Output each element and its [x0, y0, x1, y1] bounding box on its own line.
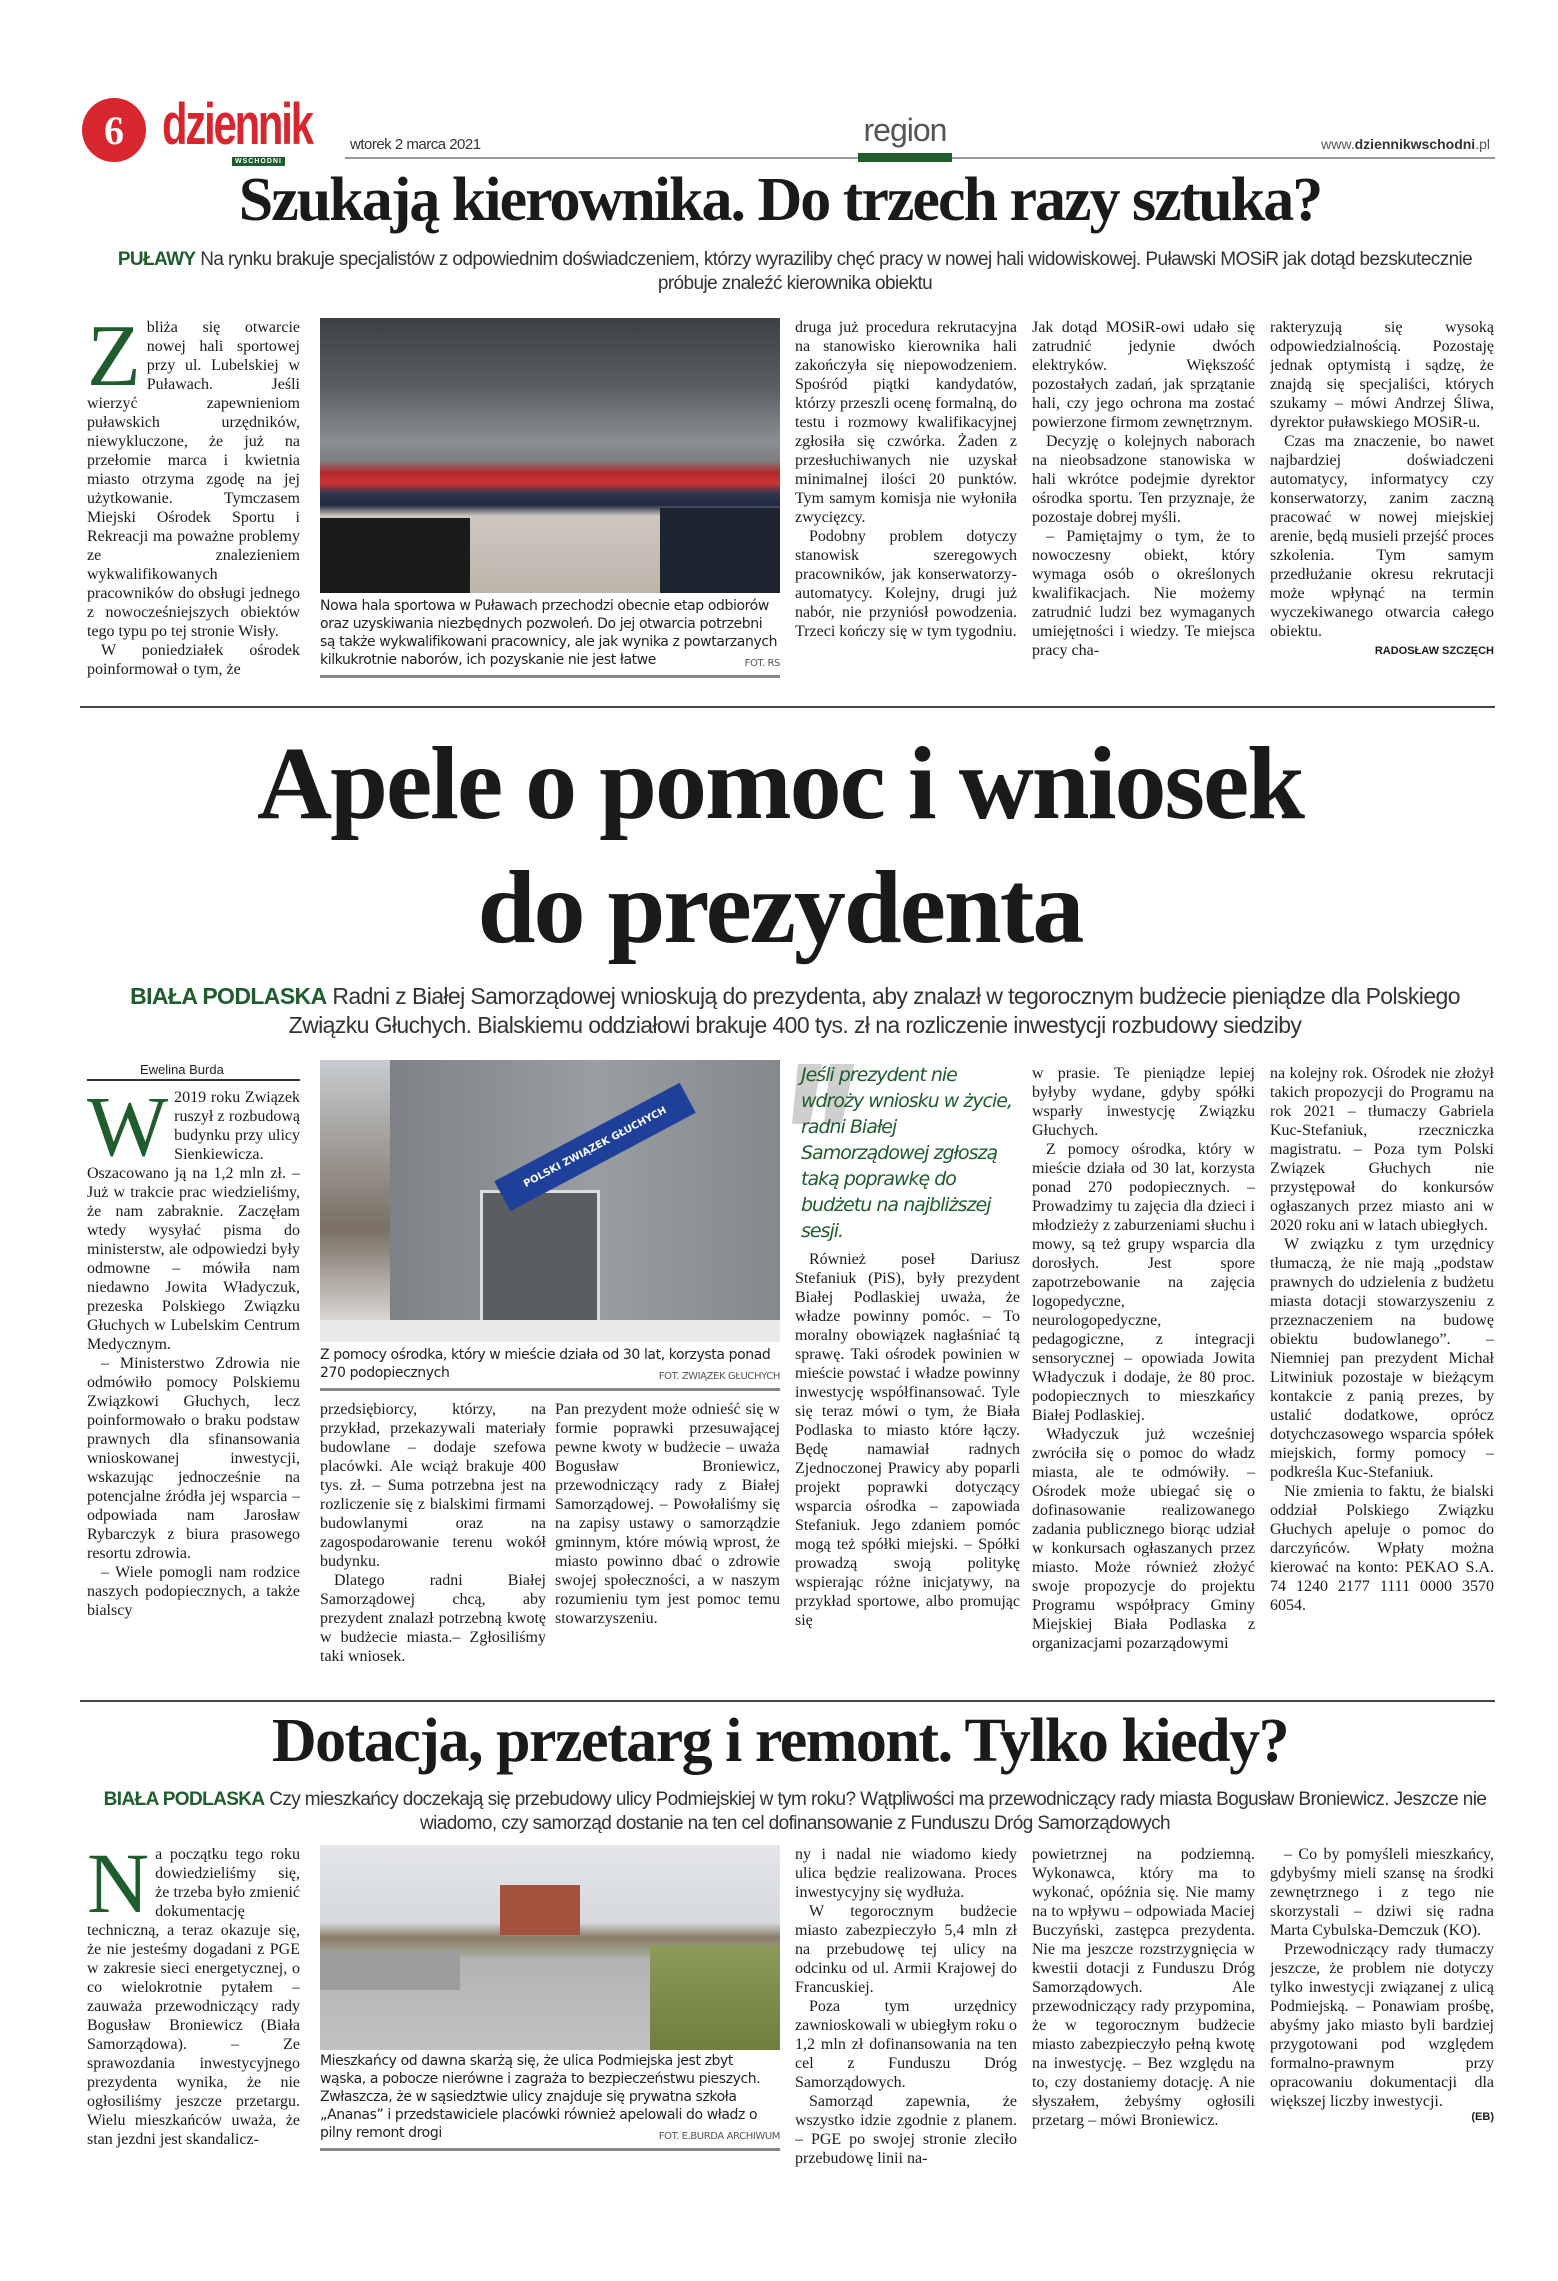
paragraphs: [1032, 318, 1255, 660]
paragraph: – Ministerstwo Zdrowia nie odmówiło pomocy Polskiemu Związkowi Głuchych, lecz poinformowało o braku podstaw prawnych dla sfinansowania wnioskowanej inwestycji, wskazując jednocześnie na potencjalne źródła jej wsparcia – odpowiada nam Jarosław Rybarczyk z biura prasowego resortu zdrowia.: [87, 1355, 300, 1562]
article2-lead-text: Radni z Białej Samorządowej wnioskują do prezydenta, aby znalazł w tegorocznym budżecie pieniądze dla Polskiego Związku Głuchych. Bialskiemu oddziałowi brakuje 400 tys. zł na rozliczenie inwestycji rozbudowy siedziby: [288, 983, 1460, 1038]
article1-column-4: [1270, 318, 1494, 703]
article3-lead-text: Czy mieszkańcy doczekają się przebudowy ulicy Podmiejskiej w tym roku? Wątpliwości ma przewodniczący rady miasta Bogusław Broniewicz. Jeszcze nie wiadomo, czy samorząd dostanie na ten cel dofinansowanie z Funduszu Dróg Samorządowych: [269, 1789, 1487, 1834]
photo-credit: FOT. E.BURDA ARCHIWUM: [658, 2131, 780, 2142]
newspaper-logo-sub: WSCHODNI: [232, 157, 285, 166]
paragraph: Czas ma znaczenie, bo nawet najbardziej doświadczeni automatycy, informatycy czy konserwatorzy, zanim zaczną pracować w nowej miejskiej arenie, będą musieli przejść proces szkolenia. Tym samym przedłużanie okresu rekrutacji może wpłynąć na termin wyczekiwanego otwarcia całego obiektu.: [1270, 433, 1494, 640]
paragraphs: [1270, 1064, 1494, 1615]
paragraphs: [1270, 1845, 1494, 2111]
paragraph: rakteryzują się wysoką odpowiedzialnością. Pozostaję jednak optymistą i sądzę, że znajdą się specjaliści, których szukamy – mówi Andrzej Śliwa, dyrektor puławskiego MOSiR-u.: [1270, 319, 1494, 431]
article3-column-4: [1270, 1845, 1494, 2175]
paragraph: ny i nadal nie wiadomo kiedy ulica będzie realizowana. Proces inwestycyjny się wydłuża.: [795, 1846, 1017, 1901]
paragraph: Przewodniczący rady tłumaczy jeszcze, że problem nie dotyczy tylko inwestycji związanej z ulicą Podmiejską. – Ponawiam prośbę, abyśmy jako miasto byli bardziej przygotowani pod względem formalno-prawnym przy opracowaniu dokumentacji dla większej liczby inwestycji.: [1270, 1941, 1494, 2110]
article2-column-1: [87, 1088, 300, 1693]
photo-snow: [320, 1320, 780, 1342]
article2-lead: [95, 982, 1495, 1040]
photo-grass: [650, 1945, 780, 2050]
paragraph: na kolejny rok. Ośrodek nie złożył takich propozycji do Programu na rok 2021 – tłumaczy Gabriela Kuc-Stefaniuk, rzeczniczka magistratu. – Poza tym Polski Związek Głuchych nie przystępował do konkursów ogłaszanych przez miasto ani w 2020 roku ani w latach ubiegłych.: [1270, 1065, 1494, 1234]
headline-line-2: do prezydenta: [477, 850, 1083, 965]
paragraph: w prasie. Te pieniądze lepiej byłyby wydane, gdyby spółki wsparły inwestycję Związku Głuchych.: [1032, 1065, 1255, 1139]
paragraph: – Wiele pomogli nam rodzice naszych podopiecznych, a także bialscy: [87, 1564, 300, 1619]
photo-house: [500, 1885, 580, 1935]
article1-lead: [95, 248, 1495, 296]
article3-column-1: [87, 1845, 300, 2175]
caption-text: Nowa hala sportowa w Puławach przechodzi obecnie etap odbiorów oraz uzyskiwania niezbędnych pozwoleń. Do jej otwarcia potrzebni są także wykwalifikowani pracownicy, ale jak wynika z powtarzanych kilkukrotnie naborów, ich pozyskanie nie jest łatwe: [320, 598, 778, 668]
drop-cap: N: [87, 1845, 150, 1931]
article-separator: [80, 1700, 1495, 1702]
article2-location: BIAŁA PODLASKA: [130, 983, 327, 1009]
paragraph: Jak dotąd MOSiR-owi udało się zatrudnić jedynie dwóch elektryków. Większość pozostałych zadań, jak sprzątanie hali, czy jego ochrona ma zostać powierzone firmom zewnętrznym.: [1032, 319, 1255, 431]
paragraph: bliża się otwarcie nowej hali sportowej przy ul. Lubelskiej w Puławach. Jeśli wierzyć zapewnieniom puławskich urzędników, niewykluczone, że już na przełomie marca i kwietnia miasto otrzyma zgodę na jej użytkowanie. Tymczasem Miejski Ośrodek Sportu i Rekreacji ma poważne problemy ze znalezieniem wykwalifikowanych pracowników do obsługi jednego z nowocześniejszych obiektów tego typu po tej stronie Wisły.: [87, 319, 300, 640]
paragraph: Decyzję o kolejnych naborach na nieobsadzone stanowiska w hali wkrótce podejmie dyrektor ośrodka sportu. Ten przyznaje, że pozostaje dobrej myśli.: [1032, 433, 1255, 526]
photo-stands-left: [320, 518, 470, 593]
article1-byline: RADOSŁAW SZCZĘCH: [1374, 645, 1494, 657]
photo-credit: FOT. RS: [744, 658, 780, 669]
paragraphs: [1032, 1064, 1255, 1653]
paragraph: druga już procedura rekrutacyjna na stanowisko kierownika hali zakończyła się niepowodzeniem. Spośród piątki kandydatów, którzy przeszli ocenę formalną, do testu i rozmowy kwalifikacyjnej zgłosiła się czwórka. Żaden z przesłuchiwanych nie uzyskał minimalnej ilości 20 punktów. Tym samym komisja nie wyłoniła zwycięzcy.: [795, 319, 1017, 526]
drop-cap: W: [87, 1088, 169, 1174]
author-rule: [87, 1079, 300, 1081]
article3-headline: Dotacja, przetarg i remont. Tylko kiedy?: [271, 1707, 1289, 1775]
url-prefix: www.: [1321, 136, 1355, 152]
article3-column-3: [1032, 1845, 1255, 2175]
caption-text: Z pomocy ośrodka, który w mieście działa od 30 lat, korzysta ponad 270 podopiecznych: [320, 1347, 771, 1381]
photo-stands-right: [660, 508, 780, 593]
paragraph: powietrznej na podziemną. Wykonawca, który ma to wykonać, opóźnia się. Nie mamy na to wpływu – odpowiada Maciej Buczyński, zastępca prezydenta. Nie ma jeszcze rozstrzygnięcia w kwestii dotacji z Funduszu Dróg Samorządowych. Ale przewodniczący rady przypomina, że w tegorocznym budżecie miasto zabezpieczyło pełną kwotę na inwestycję. – Bez względu na to, czy dostaniemy dotację. A nie słyszałem, żebyśmy ogłosili przetarg – mówi Broniewicz.: [1032, 1846, 1255, 2129]
paragraph: Podobny problem dotyczy stanowisk szeregowych pracowników, jak konserwatorzy-automatycy. Kolejny, drugi już nabór, nie przyniósł powodzenia. Trzeci kończy się w tym tygodniu.: [795, 528, 1017, 640]
article2-headline: [60, 722, 1500, 970]
photo-trees: [320, 1060, 390, 1342]
article1-location: PUŁAWY: [117, 249, 196, 270]
website-link[interactable]: [1321, 136, 1490, 152]
article2-column-4: [1032, 1064, 1255, 1693]
newspaper-logo: dziennik: [162, 92, 312, 157]
paragraphs: [795, 1250, 1020, 1630]
drop-cap: Z: [87, 318, 141, 405]
article1-lead-text: Na rynku brakuje specjalistów z odpowiednim doświadczeniem, którzy wyraziliby chęć pracy w nowej hali widowiskowej. Puławski MOSiR jak dotąd bezskutecznie próbuje znaleźć kierownika obiektu: [200, 249, 1473, 294]
deaf-association-building-photo: [320, 1060, 780, 1342]
paragraph: W związku z tym urzędnicy tłumaczą, że nie mają „podstaw prawnych do udzielenia z budżetu miasta dotacji stowarzyszeniu z przeznaczeniem na budowę obiektu budowlanego”. – Niemniej pan prezydent Michał Litwiniuk pozostaje w bieżącym kontakcie z panią prezes, by ustalić dodatkowe, oprócz dotychczasowego wsparcia spółek miejskich, formy pomocy – podkreśla Kuc-Stefaniuk.: [1270, 1236, 1494, 1481]
article2-column-2a: [320, 1400, 546, 1693]
article-separator: [80, 706, 1495, 708]
article2-column-3: [795, 1062, 1020, 1693]
url-domain: dziennikwschodni: [1354, 136, 1476, 152]
photo-credit: FOT. ZWIĄZEK GŁUCHYCH: [658, 1371, 780, 1382]
paragraph: Nie zmienia to faktu, że bialski oddział Polskiego Związku Głuchych apeluje o pomoc do darczyńców. Wpłaty można kierować na konto: PEKAO S.A. 74 1240 2177 1111 0000 3570 6054.: [1270, 1483, 1494, 1614]
article1-column-3: [1032, 318, 1255, 703]
caption-text: Mieszkańcy od dawna skarżą się, że ulica Podmiejska jest zbyt wąska, a pobocze nierówne i zagraża to bezpieczeństwu pieszych. Zwłaszcza, że w sąsiedztwie ulicy znajduje się prywatna szkoła „Ananas” i przedstawiciele placówki również apelowali do władz o pilny remont drogi: [320, 2053, 761, 2141]
article3-column-2: [795, 1845, 1017, 2175]
paragraph: Samorząd zapewnia, że wszystko idzie zgodnie z planem. – PGE po swojej stronie zleciło przebudowę linii na-: [795, 2093, 1017, 2167]
pull-quote: Jeśli prezydent nie wdroży wniosku w życie, radni Białej Samorządowej zgłoszą taką poprawkę do budżetu na najbliższej sesji.: [801, 1064, 1013, 1242]
article1-photo-caption: [320, 597, 780, 678]
paragraph: Pan prezydent może odnieść się w formie poprawki przesuwającej pewne kwoty w budżecie – uważa Bogusław Broniewicz, przewodniczący rady z Białej Samorządowej. – Powołaliśmy się na zapisy ustawy o samorządzie gminnym, które mówią wprost, że miasto powinno dbać o zdrowie swojej społeczności, a w naszym rozumieniu tym jest pomoc temu stowarzyszeniu.: [555, 1401, 780, 1627]
sports-hall-photo: [320, 318, 780, 593]
paragraphs: [795, 318, 1017, 641]
paragraph: Władyczuk już wcześniej zwróciła się o pomoc do władz miasta, ale te odmówiły. – Ośrodek może ubiegać się o dofinasowanie realizowanego zadania publicznego biorąc udział w konkursach ogłaszanych przez miasto. Może również złożyć swoje propozycje do projektu Programu współpracy Gminy Miejskiej Biała Podlaska z organizacjami pozarządowymi: [1032, 1426, 1255, 1652]
article3-location: BIAŁA PODLASKA: [103, 1789, 265, 1810]
article2-column-2b: [555, 1400, 780, 1693]
paragraph: W tegorocznym budżecie miasto zabezpieczyło 5,4 mln zł na przebudowę tej ulicy na odcinku od ul. Armii Krajowej do Francuskiej.: [795, 1903, 1017, 1996]
headline-line-1: Apele o pomoc i wniosek: [257, 726, 1303, 841]
article1-column-2: [795, 318, 1017, 703]
paragraph: Poza tym urzędnicy zawnioskowali w ubiegłym roku o 1,2 mln zł dofinansowania na ten cel z Funduszu Dróg Samorządowych.: [795, 1998, 1017, 2091]
section-bar: [858, 153, 952, 162]
paragraphs: [555, 1400, 780, 1628]
paragraph: przedsiębiorcy, którzy, na przykład, przekazywali materiały budowlane – dodaje szefowa placówki. Ale wciąż brakuje 400 tys. zł. – Suma potrzebna jest na rozliczenie się z bialskimi firmami budowlanymi oraz na zagospodarowanie terenu wokół budynku.: [320, 1401, 546, 1570]
article3-photo-caption: [320, 2052, 780, 2151]
paragraph: – Pamiętajmy o tym, że to nowoczesny obiekt, który wymaga osób o określonych kwalifikacjach. Nie możemy zatrudnić ludzi bez wymaganych umiejętności i wiedzy. Te miejsca pracy cha-: [1032, 528, 1255, 659]
paragraphs: [1270, 318, 1494, 641]
paragraphs: [87, 1088, 300, 1620]
url-suffix: .pl: [1475, 136, 1490, 152]
paragraph: a początku tego roku dowiedzieliśmy się, że trzeba było zmienić dokumentację techniczną, a teraz okazuje się, że nie jesteśmy dogadani z PGE w zakresie sieci energetycznej, o co wielokrotnie pytałem – zauważa przewodniczący rady Bogusław Broniewicz (Biała Samorządowa). – Ze sprawozdania inwestycyjnego prezydenta wynika, że nie ogłosiliśmy jeszcze przetargu. Wielu mieszkańców uważa, że stan jezdni jest skandalicz-: [87, 1846, 300, 2148]
issue-date: wtorek 2 marca 2021: [350, 136, 481, 153]
section-name: region: [863, 112, 947, 148]
article3-byline: (EB): [1471, 2111, 1494, 2123]
paragraph: Również poseł Dariusz Stefaniuk (PiS), były prezydent Białej Podlaskiej uważa, że władze powinny pomóc. – To moralny obowiązek nagłaśniać tą sprawę. Taki ośrodek powinien w mieście powstać i władze powinny inwestycję współfinansować. Tyle się teraz mówi o tym, że Biała Podlaska to miasto które łączy. Będę namawiał radnych Zjednoczonej Prawicy aby poparli projekt poprawki dotyczący wsparcia ośrodka – zapowiada Stefaniuk. Jego zdaniem pomóc mogą też spółki miejski. – Spółki prowadzą swoją politykę wspierając różne inicjatywy, na przykład sportowe, albo promując się: [795, 1251, 1020, 1629]
article2-column-5: [1270, 1064, 1494, 1693]
article2-author: Ewelina Burda: [140, 1062, 224, 1077]
podmiejska-street-photo: [320, 1845, 780, 2050]
paragraph: W poniedziałek ośrodek poinformował o tym, że: [87, 642, 300, 678]
article3-lead: [95, 1788, 1495, 1836]
paragraph: Z pomocy ośrodka, który w mieście działa od 30 lat, korzysta ponad 270 podopiecznych. – Prowadzimy tu zajęcia dla dzieci i młodzieży z zaburzeniami słuchu i mowy, są też grupy wsparcia dla dorosłych. Jest spore zapotrzebowanie na zajęcia logopedyczne, neurologopedyczne, pedagogiczne, z integracji sensorycznej – opowiada Jowita Władyczuk i dodaje, że 80 proc. podopiecznych to mieszkańcy Białej Podlaskiej.: [1032, 1141, 1255, 1424]
building-sign: POLSKI ZWIĄZEK GŁUCHYCH: [494, 1083, 695, 1212]
paragraph: – Co by pomyśleli mieszkańcy, gdybyśmy mieli szansę na środki zewnętrznego i z tego nie skorzystali – dziwi się radna Marta Cybulska-Demczuk (KO).: [1270, 1846, 1494, 1939]
article2-photo-caption: [320, 1346, 780, 1391]
article1-column-1: [87, 318, 300, 703]
article1-headline: Szukają kierownika. Do trzech razy sztuka?: [238, 166, 1322, 234]
paragraph: 2019 roku Związek ruszył z rozbudową budynku przy ulicy Sienkiewicza. Oszacowano ją na 1,2 mln zł. – Już w trakcie prac wiedzieliśmy, że nam zabraknie. Zaczęłam wtedy wysyłać pisma do ministerstw, ale odpowiedzi były odmowne – mówiła nam niedawno Jowita Władyczuk, prezeska Polskiego Związku Głuchych w Lubelskim Centrum Medycznym.: [87, 1089, 300, 1353]
paragraph: Dlatego radni Białej Samorządowej chcą, aby prezydent znalazł potrzebną kwotę w budżecie miasta.– Zgłosiliśmy taki wniosek.: [320, 1572, 546, 1665]
photo-fence: [320, 1950, 460, 1990]
page-number: 6: [82, 98, 146, 162]
paragraphs: [795, 1845, 1017, 2168]
paragraphs: [320, 1400, 546, 1666]
paragraphs: [1032, 1845, 1255, 2130]
